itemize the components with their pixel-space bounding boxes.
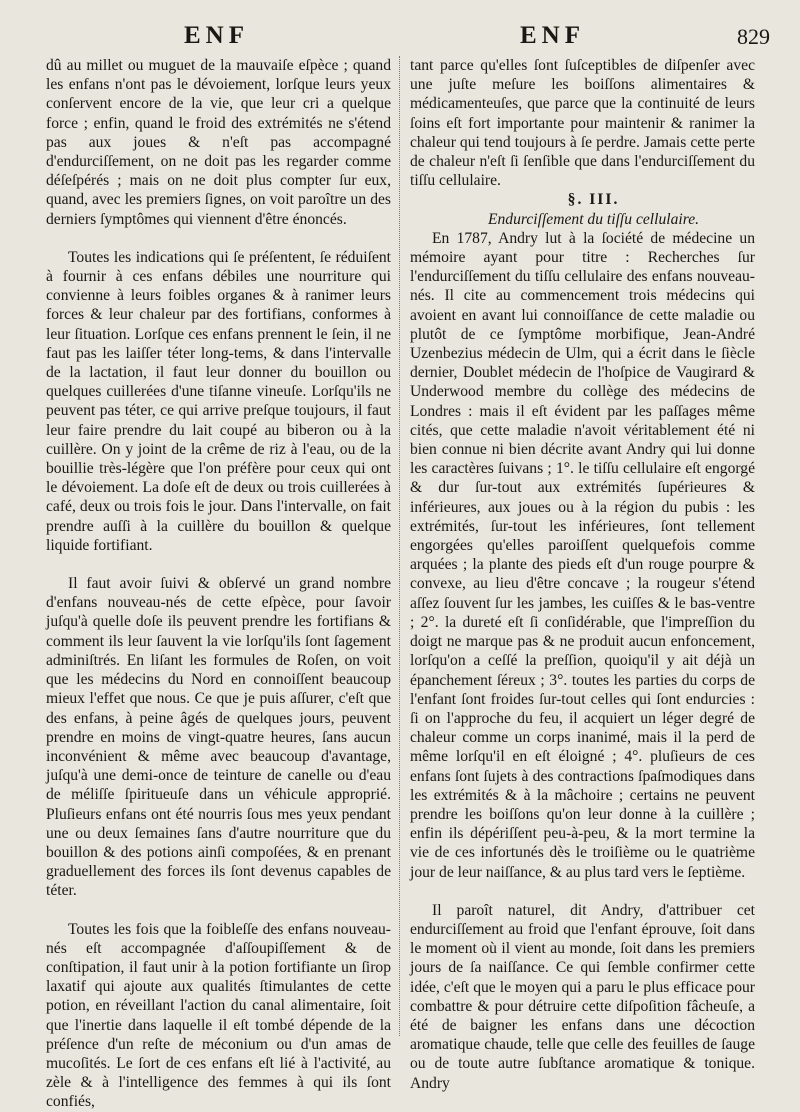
paragraph: Il paroît naturel, dit Andry, d'attribuer cet endurciſſement au froid que l'enfant éprouve, ſoit dans le moment où il vient au monde, ſoit dans les premiers jours de ſa naiſſance. Ce qui ſemble confirmer cette idée, c'eſt que le moyen qui a paru le plus efficace pour combattre & pour détruire cette diſpoſition fâcheuſe, a été de baigner les enfans dans une décoction aromatique chaude, telle que celle des feuilles de ſauge ou de toute autre ſubſtance aromatique & tonique. Andry [410, 901, 755, 1092]
left-column [46, 56, 391, 1112]
paragraph: Il faut avoir ſuivi & obſervé un grand nombre d'enfans nouveau-nés de cette eſpèce, pour ſavoir juſqu'à quelle doſe ils peuvent prendre les fortifians & comment ils leur ſauvent la vie lorſqu'ils ſont ſagement adminiſtrés. En liſant les formules de Roſen, on voit que les médecins du Nord en connoiſſent beaucoup mieux l'effet que nous. Ce que je puis aſſurer, c'eſt que des enfans, à peine âgés de quelques jours, peuvent prendre en moins de vingt-quatre heures, ſans aucun inconvénient & même avec beaucoup d'avantage, juſqu'à une demi-once de teinture de canelle ou d'eau de méliſſe ſpiritueuſe dans un véhicule approprié. Pluſieurs enfans ont été nourris ſous mes yeux pendant une ou deux ſemaines ſans d'autre nourriture que du bouillon & des potions ainſi compoſées, & en prenant graduellement des forces ils ſont devenus capables de téter. [46, 575, 391, 900]
running-head [0, 22, 800, 52]
running-head-right: ENF [520, 22, 585, 49]
paragraph: dû au millet ou muguet de la mauvaiſe eſpèce ; quand les enfans n'ont pas le dévoiement, lorſque leurs yeux conſervent encore de la vie, que leur cri a quelque force ; enfin, quand le froid des extrémités ne s'étend pas aux joues & n'eſt pas accompagné d'endurciſſement, on ne doit pas les regarder comme déſeſpérés ; mais on ne doit plus compter ſur eux, quand, avec les premiers ſignes, on voit paroître un des derniers ſymptômes qui viennent d'être énoncés. [46, 57, 391, 228]
paragraph: Toutes les indications qui ſe préſentent, ſe réduiſent à fournir à ces enfans débiles une nourriture qui convienne à leurs foibles organes & à ranimer leurs forces & leur chaleur par des fortifians, conformes à leur ſituation. Lorſque ces enfans prennent le ſein, il ne faut pas les laiſſer téter long-tems, & dans l'intervalle de la lactation, il faut leur donner du bouillon ou quelques cuillerées d'une tiſanne vineuſe. Lorſqu'ils ne peuvent pas téter, ce qui arrive preſque toujours, il faut leur faire prendre du lait coupé au biberon ou à la cuillère. On y joint de la crême de riz à l'eau, ou de la bouillie très-légère que l'on préfère pour ceux qui ont le dévoiement. La doſe eſt de deux ou trois cuillerées à café, deux ou trois fois le jour. Dans l'intervalle, on fait prendre auſſi à la cuillère du bouillon & quelque liquide fortifiant. [46, 248, 391, 554]
paragraph: En 1787, Andry lut à la ſociété de médecine un mémoire ayant pour titre : Recherches ſur l'endurciſſement du tiſſu cellulaire des enfans nouveau-nés. Il cite au commencement trois médecins qui avoient en avant lui connoiſſance de cette maladie ou plutôt de ce ſymptôme morbifique, Jean-André Uzenbezius médecin de Ulm, qui a écrit dans le ſiècle dernier, Doublet médecin de l'hoſpice de Vaugirard & Underwood membre du collège des médecins de Londres : mais il eſt évident par les paſſages même cités, que cette maladie n'avoit véritablement été ni bien connue ni bien décrite avant Andry qui lui donne les caractères ſuivans ; 1°. le tiſſu cellulaire eſt engorgé & dur ſur-tout aux extrémités ſupérieures & inférieures, aux joues ou à la région du pubis : les extrémités, ſur-tout les inférieures, ſont tellement engorgées qu'elles paroiſſent quelquefois comme arquées ; la plante des pieds eſt d'un rouge pourpre & convexe, au lieu d'être concave ; la rougeur s'étend aſſez ſouvent ſur les jambes, les cuiſſes & le bas-ventre ; 2°. la dureté eſt ſi conſidérable, que l'impreſſion du doigt ne marque pas & ne produit aucun enfoncement, lorſqu'on a ceſſé la preſſion, quoiqu'il y ait déjà un épanchement ſéreux ; 3°. toutes les parties du corps de l'enfant ſont froides ſur-tout celles qui ſont endurcies : ſi on l'approche du feu, il acquiert un léger degré de chaleur comme un corps inanimé, mais il la perd de même lorſqu'il en eſt éloigné ; 4°. pluſieurs de ces enfans ſont ſujets à des contractions ſpaſmodiques dans les extrémités & à la mâchoire ; certains ne peuvent prendre les boiſſons qu'on leur donne à la cuillère ; enfin ils dépériſſent peu-à-peu, & la mort termine la vie de ces infortunés dès le troiſième ou le quatrième jour de leur naiſſance, & au plus tard vers le ſeptième. [410, 229, 755, 881]
section-title: Endurciſſement du tiſſu cellulaire. [487, 210, 700, 228]
right-column [410, 56, 755, 1093]
page-number: 829 [737, 24, 770, 49]
running-head-left: ENF [184, 22, 249, 49]
paragraph: tant parce qu'elles ſont ſuſceptibles de diſpenſer avec une juſte meſure les boiſſons alimentaires & médicamenteuſes, que parce que la continuité de leurs ſoins eſt fort importante pour maintenir & ranimer la chaleur qui tend toujours à ſe perdre. Jamais cette perte de chaleur n'eſt ſi ſenſible que dans l'endurciſſement du tiſſu cellulaire. [410, 57, 755, 190]
section-number: §. III. [567, 191, 620, 209]
paragraph: Toutes les fois que la foibleſſe des enfans nouveau-nés eſt accompagnée d'aſſoupiſſement & de conſtipation, il faut unir à la potion fortifiante un ſirop laxatif qui ajoute aux qualités ſtimulantes de cette potion, en réveillant l'action du canal alimentaire, ſoit que l'inertie dans laquelle il eſt tombé dépende de la préſence d'un reſte de méconium ou d'un amas de mucoſités. Le ſort de ces enfans eſt lié à l'activité, au zèle & à l'intelligence des femmes à qui ils ſont confiés, [46, 920, 391, 1111]
column-divider [399, 56, 401, 1036]
